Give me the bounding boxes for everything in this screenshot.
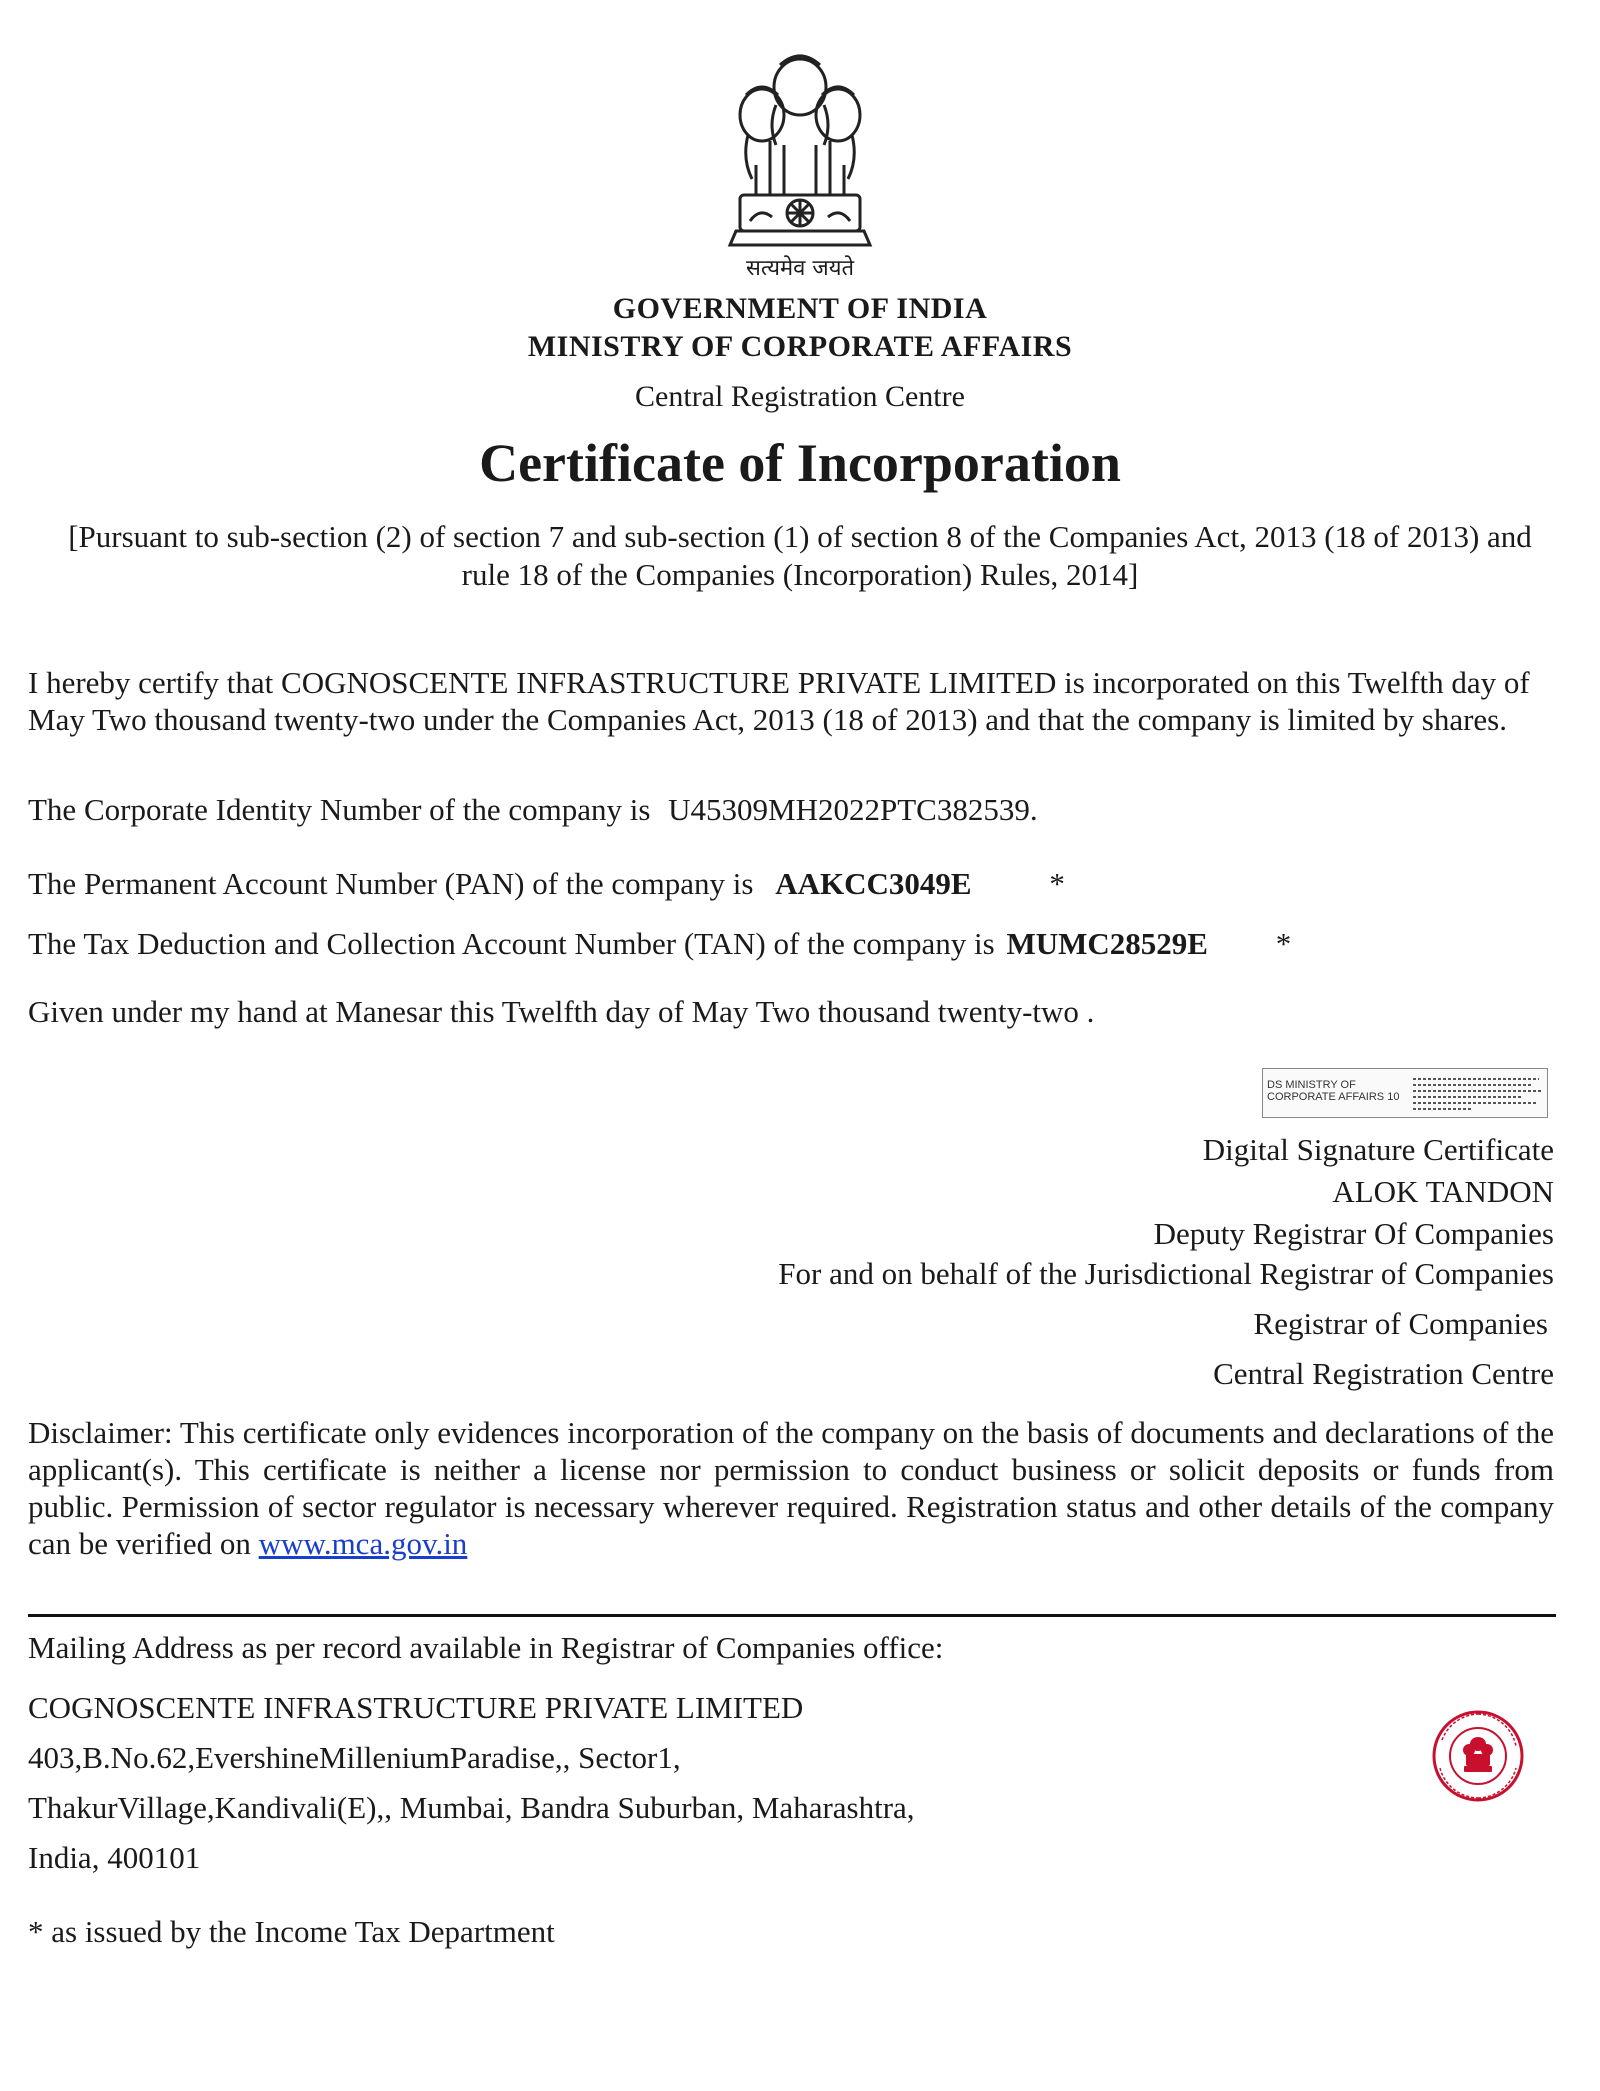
disclaimer-paragraph xyxy=(28,1414,1554,1562)
pan-footnote-mark: * xyxy=(1049,866,1065,901)
mca-website-link[interactable]: www.mca.gov.in xyxy=(258,1526,468,1561)
government-heading: GOVERNMENT OF INDIA xyxy=(612,292,988,325)
pan-line xyxy=(28,866,1065,902)
digital-signature-box xyxy=(1262,1068,1548,1118)
registration-centre: Central Registration Centre xyxy=(635,380,965,413)
signatory-behalf: For and on behalf of the Jurisdictional Registrar of Companies xyxy=(778,1256,1554,1291)
pursuant-line-1: [Pursuant to sub-section (2) of section 7 and sub-section (1) of section 8 of the Companies Act, 2013 (18 of 2013) and xyxy=(68,519,1532,554)
signature-details-icon xyxy=(1413,1075,1543,1118)
disclaimer-text: Disclaimer: This certificate only evidences incorporation of the company on the basis of documents and declarations of the applicant(s). This certificate is neither a license nor permission to conduct business or solicit deposits or funds from public. Permission of sector regulator is necessary wherever required. Registration status and other details of the company can be verified on xyxy=(28,1415,1554,1561)
registrar-label: Registrar of Companies xyxy=(1253,1306,1548,1341)
digital-signature-label: Digital Signature Certificate xyxy=(1202,1132,1554,1167)
cin-label: The Corporate Identity Number of the company is xyxy=(28,792,651,827)
cin-value: U45309MH2022PTC382539. xyxy=(668,792,1038,827)
certify-paragraph: I hereby certify that COGNOSCENTE INFRASTRUCTURE PRIVATE LIMITED is incorporated on this Twelfth day of May Two thousand twenty-two under the Companies Act, 2013 (18 of 2013) and that the company is limited by shares. xyxy=(28,665,1530,737)
mailing-address-line-2: ThakurVillage,Kandivali(E),, Mumbai, Bandra Suburban, Maharashtra, xyxy=(28,1790,915,1825)
tan-footnote-mark: * xyxy=(1275,926,1292,961)
section-divider xyxy=(28,1614,1556,1617)
mailing-address-line-1: 403,B.No.62,EvershineMilleniumParadise,, Sector1, xyxy=(28,1740,681,1775)
pursuant-clause xyxy=(0,518,1600,594)
signature-box-line-2: CORPORATE AFFAIRS 10 xyxy=(1267,1091,1400,1103)
mca-seal-icon xyxy=(1428,1706,1528,1806)
national-motto: सत्यमेव जयते xyxy=(745,256,855,281)
national-emblem-icon xyxy=(720,45,880,265)
pan-value: AAKCC3049E xyxy=(775,866,972,901)
registration-centre-signoff: Central Registration Centre xyxy=(1213,1356,1554,1391)
tan-label: The Tax Deduction and Collection Account Number (TAN) of the company is xyxy=(28,926,995,961)
given-under-hand: Given under my hand at Manesar this Twelfth day of May Two thousand twenty-two . xyxy=(28,994,1095,1029)
pursuant-line-2: rule 18 of the Companies (Incorporation) Rules, 2014] xyxy=(461,557,1139,592)
certificate-title: Certificate of Incorporation xyxy=(479,433,1121,493)
signatory-designation: Deputy Registrar Of Companies xyxy=(1153,1216,1554,1251)
signatory-name: ALOK TANDON xyxy=(1332,1174,1554,1209)
cin-line xyxy=(28,792,1038,828)
mailing-company-name: COGNOSCENTE INFRASTRUCTURE PRIVATE LIMITED xyxy=(28,1690,804,1725)
signature-box-line-1: DS MINISTRY OF xyxy=(1267,1079,1356,1091)
ministry-heading: MINISTRY OF CORPORATE AFFAIRS xyxy=(527,330,1073,363)
mailing-address-heading xyxy=(28,1630,943,1666)
mailing-address-line-3: India, 400101 xyxy=(28,1840,201,1875)
tan-line xyxy=(28,926,1291,962)
footnote: * as issued by the Income Tax Department xyxy=(28,1914,555,1949)
pan-label: The Permanent Account Number (PAN) of the company is xyxy=(28,866,754,901)
tan-value: MUMC28529E xyxy=(1006,926,1208,961)
mailing-heading-text: Mailing Address as per record available in Registrar of Companies office: xyxy=(28,1630,944,1665)
